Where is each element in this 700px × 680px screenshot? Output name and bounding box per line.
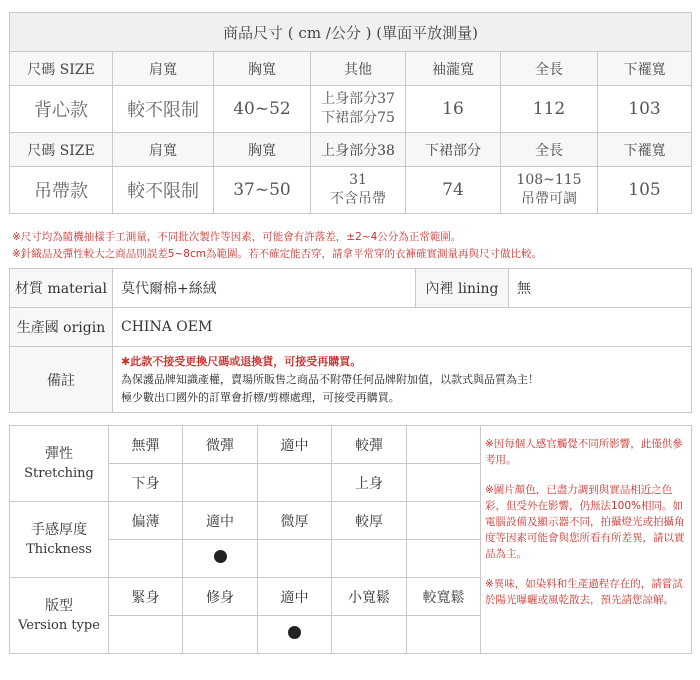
empty-cell [109,616,183,654]
elasticity-option: 適中 [258,426,332,464]
thickness-option: 微厚 [258,502,332,540]
empty-cell [109,540,183,578]
vest-other [311,86,406,133]
strap-length-note: 吊帶可調 [521,191,577,207]
note-line: ※尺寸均為隨機抽樣手工測量，不同批次製作等因素，可能會有許落差，±2~4公分為正常範圍。 [12,231,462,243]
header-chest: 胸寬 [214,133,311,167]
vest-sleeve: 16 [406,86,501,133]
empty-cell [258,540,332,578]
empty-cell [258,464,332,502]
side-notes [481,426,692,654]
empty-cell [332,616,407,654]
size-table [9,12,692,214]
empty-cell [332,540,407,578]
lining-label: 內裡 lining [416,269,509,308]
elasticity-option: 微彈 [183,426,258,464]
fit-option: 緊身 [109,578,183,616]
header-shoulder: 肩寬 [113,52,214,86]
side-note: ※異味，如染料和生產過程存在的，請嘗試於陽光曝曬或風乾散去，預先請您諒解。 [485,578,683,606]
vest-header-row [10,52,692,86]
remark-line: 為保護品牌知識產權，賣場所販售之商品不附帶任何品牌附加值，以款式與品質為主！ [121,372,539,386]
fit-option: 小寬鬆 [332,578,407,616]
strap-hem: 105 [598,167,692,214]
header-length: 全長 [501,52,598,86]
strap-length-value: 108~115 [516,172,582,188]
empty-cell [183,616,258,654]
origin-label: 生產國 origin [10,308,113,347]
strap-top [311,167,406,214]
empty-cell [407,502,481,540]
remark-line: ✱此款不接受更換尺碼或退換貨，可接受再購買。 [121,354,362,368]
header-hem: 下襬寬 [598,133,692,167]
header-chest: 胸寬 [214,52,311,86]
fit-label-en: Version type [18,617,100,633]
strap-chest: 37~50 [214,167,311,214]
vest-other-top: 上身部分37 [321,91,395,107]
vest-shoulder: 較不限制 [113,86,214,133]
thickness-label [10,502,109,578]
strap-name: 吊帶款 [10,167,113,214]
header-sleeve: 袖瀧寬 [406,52,501,86]
header-skirt: 下裙部分 [406,133,501,167]
vest-other-skirt: 下裙部分75 [321,110,395,126]
header-shoulder: 肩寬 [113,133,214,167]
remark-content [113,347,692,413]
strap-value-row [10,167,692,214]
elasticity-marker-top: 上身 [332,464,407,502]
selected-dot-icon [214,550,227,563]
measurement-notes [12,229,688,263]
side-note: ※因每個人感官觸覺不同所影響，此僅供參考用。 [485,438,683,466]
elasticity-label [10,426,109,502]
fit-option: 修身 [183,578,258,616]
strap-top-note: 不含吊帶 [330,191,386,207]
strap-length [501,167,598,214]
fit-label-zh: 版型 [45,597,73,614]
vest-name: 背心款 [10,86,113,133]
strap-top-value: 31 [349,172,367,188]
attributes-table [9,425,692,654]
origin-value: CHINA OEM [113,308,692,347]
fit-option: 適中 [258,578,332,616]
elasticity-marker-bottom: 下身 [109,464,183,502]
header-size: 尺碼 SIZE [10,52,113,86]
size-table-title: 商品尺寸 ( cm /公分 ) (單面平放測量) [10,13,692,52]
elasticity-label-zh: 彈性 [45,445,73,462]
thickness-label-zh: 手感厚度 [31,521,87,538]
thickness-option: 較厚 [332,502,407,540]
strap-header-row [10,133,692,167]
remark-line: 極少數出口國外的訂單會折標/剪標處理，可接受再購買。 [121,390,400,404]
empty-cell [407,464,481,502]
lining-value: 無 [509,269,692,308]
thickness-option: 適中 [183,502,258,540]
fit-label [10,578,109,654]
header-length: 全長 [501,133,598,167]
header-top: 上身部分38 [311,133,406,167]
fit-selected-cell [258,616,332,654]
elasticity-label-en: Stretching [24,465,94,481]
remark-label: 備註 [10,347,113,413]
elasticity-option: 無彈 [109,426,183,464]
side-note: ※圖片顏色，已盡力調到與實品相近之色彩，但受外在影響，仍無法100%相同。如電腦設備及顯示器不同，拍攝燈光或拍攝角度等因素可能會與您所看有所差異，請以實品為主。 [485,484,685,560]
empty-cell [407,616,481,654]
fit-option: 較寬鬆 [407,578,481,616]
strap-shoulder: 較不限制 [113,167,214,214]
header-hem: 下襬寬 [598,52,692,86]
header-other: 其他 [311,52,406,86]
strap-skirt: 74 [406,167,501,214]
thickness-label-en: Thickness [26,541,92,557]
note-line: ※針織品及彈性較大之商品則誤差5~8cm為範圍。若不確定能否穿，請拿平常穿的衣褲確實測量再與尺寸做比較。 [12,248,542,260]
vest-value-row [10,86,692,133]
header-size: 尺碼 SIZE [10,133,113,167]
empty-cell [183,464,258,502]
thickness-selected-cell [183,540,258,578]
elasticity-option: 較彈 [332,426,407,464]
material-label: 材質 material [10,269,113,308]
material-table [9,268,692,413]
empty-cell [407,540,481,578]
selected-dot-icon [288,626,301,639]
empty-cell [407,426,481,464]
vest-chest: 40~52 [214,86,311,133]
material-value: 莫代爾棉+絲絨 [113,269,416,308]
vest-hem: 103 [598,86,692,133]
thickness-option: 偏薄 [109,502,183,540]
vest-length: 112 [501,86,598,133]
